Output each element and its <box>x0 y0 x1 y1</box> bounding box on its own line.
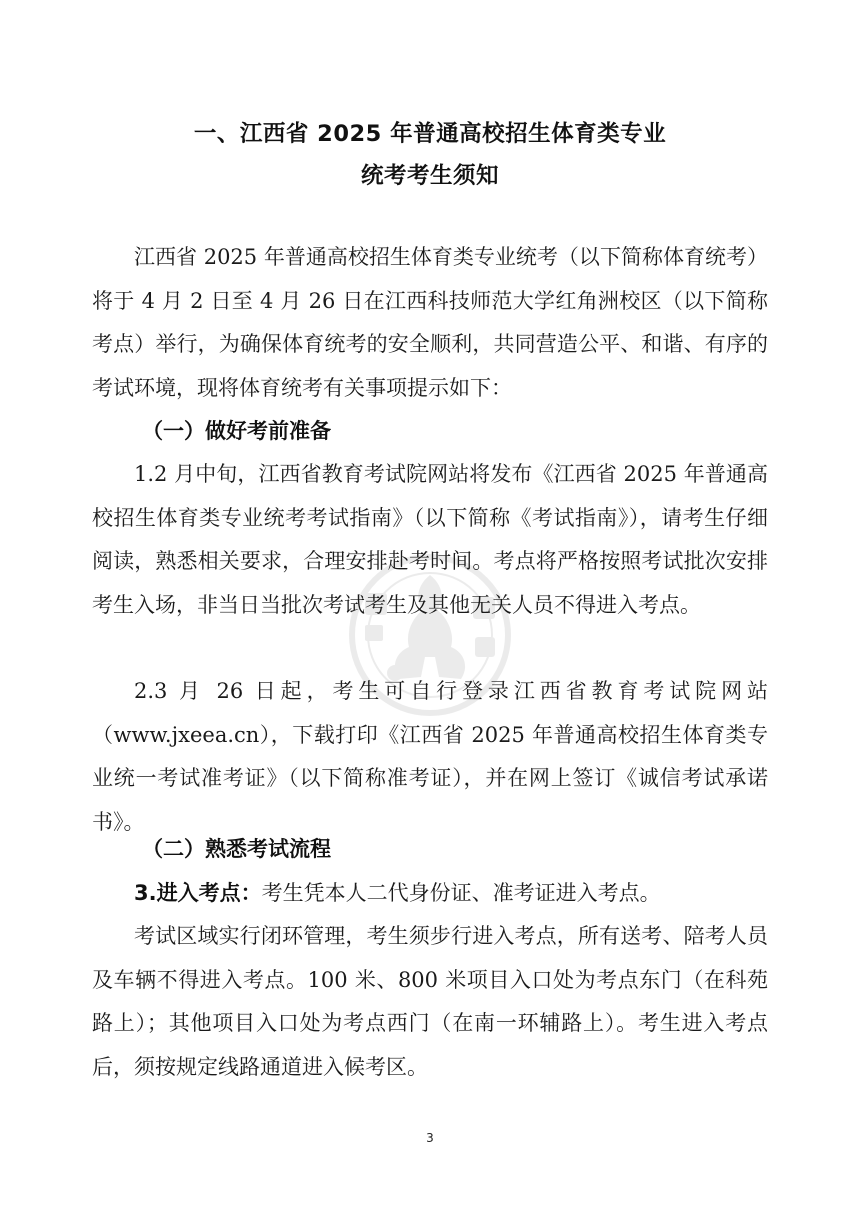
item-3-text: 考生凭本人二代身份证、准考证进入考点。 <box>261 881 661 905</box>
item-3-label: 3.进入考点： <box>134 881 262 905</box>
item-1-paragraph: 1.2 月中旬，江西省教育考试院网站将发布《江西省 2025 年普通高校招生体育类专业统考考试指南》（以下简称《考试指南》），请考生仔细阅读，熟悉相关要求，合理安排赴考时间。考点将严格按照考试批次安排考生入场，非当日当批次考试考生及其他无关人员不得进入考点。 <box>92 462 768 617</box>
item-3-detail-paragraph: 考试区域实行闭环管理，考生须步行进入考点，所有送考、陪考人员及车辆不得进入考点。100 米、800 米项目入口处为考点东门（在科苑路上）；其他项目入口处为考点西门（在南一环辅路上）。考生进入考点后，须按规定线路通道进入候考区。 <box>92 924 768 1079</box>
item-2-paragraph: 2.3 月 26 日起，考生可自行登录江西省教育考试院网站（www.jxeea.cn），下载打印《江西省 2025 年普通高校招生体育类专业统一考试准考证》（以下简称准考证），并在网上签订《诚信考试承诺书》。 <box>92 679 768 834</box>
item-3-paragraph <box>92 872 768 916</box>
document-title-line-2: 统考考生须知 <box>360 163 499 189</box>
page-number: 3 <box>426 1131 434 1145</box>
section-heading-preparation: （一）做好考前准备 <box>142 419 331 443</box>
section-heading-process: （二）熟悉考试流程 <box>142 837 331 861</box>
document-title-line-1: 一、江西省 2025 年普通高校招生体育类专业 <box>193 121 667 147</box>
intro-paragraph: 江西省 2025 年普通高校招生体育类专业统考（以下简称体育统考）将于 4 月 2 日至 4 月 26 日在江西科技师范大学红角洲校区（以下简称考点）举行，为确保体育统考的安全顺利，共同营造公平、和谐、有序的考试环境，现将体育统考有关事项提示如下： <box>92 245 768 400</box>
